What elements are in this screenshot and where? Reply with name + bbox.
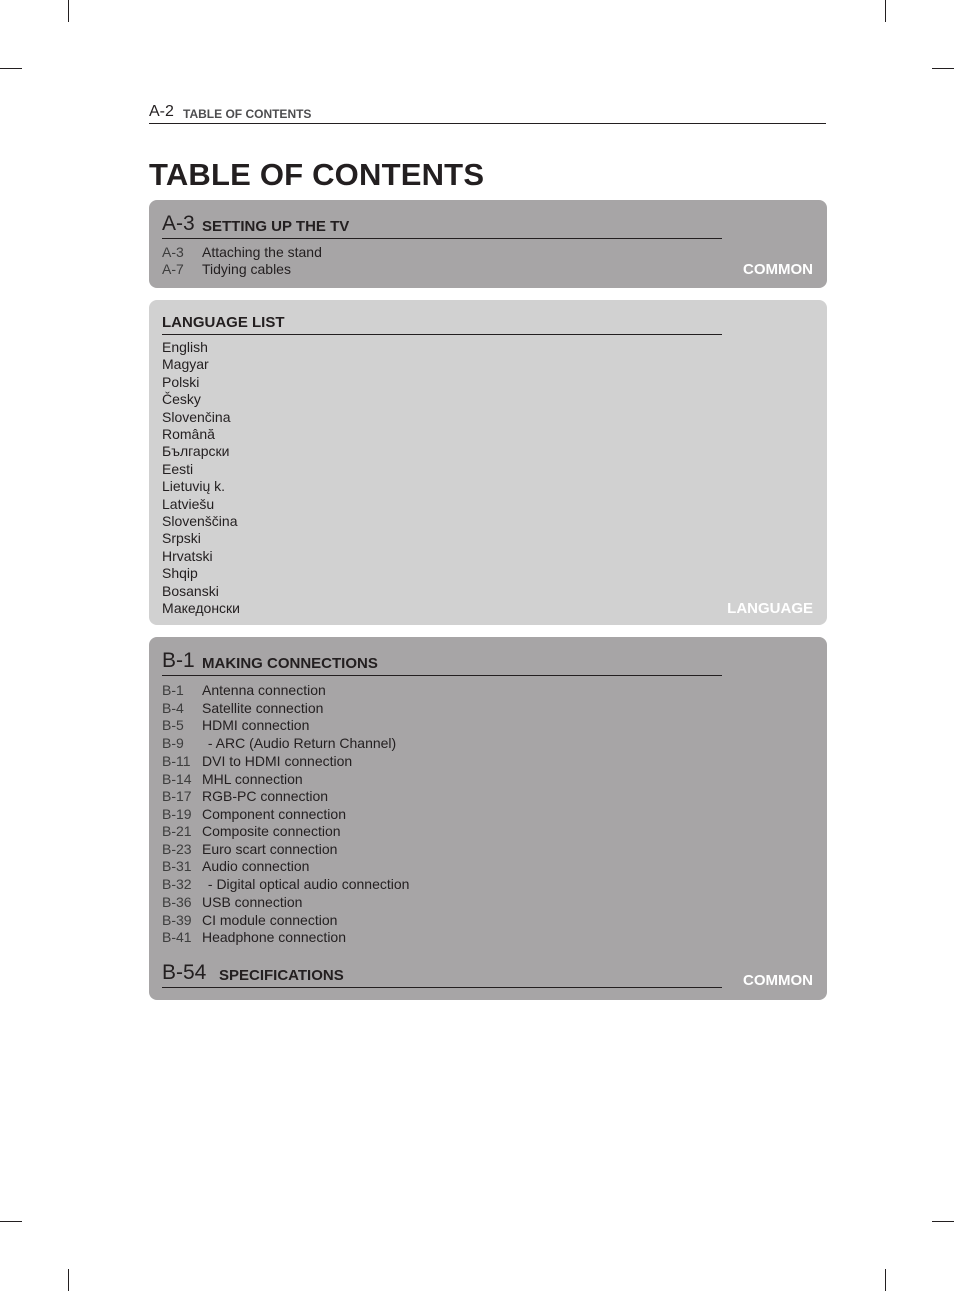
language-item[interactable]: Slovenščina [162,513,238,529]
toc-entry[interactable] [162,858,309,874]
language-item[interactable]: Română [162,426,215,442]
running-head-page: A-2 [149,103,174,120]
toc-entry[interactable] [162,929,346,945]
crop-mark [932,68,954,69]
language-item[interactable]: Polski [162,373,200,390]
toc-entry[interactable] [162,717,309,733]
section-heading [162,212,722,239]
toc-entry-label: USB connection [202,894,303,910]
section-title[interactable]: SPECIFICATIONS [219,967,344,984]
crop-mark [0,1221,22,1222]
toc-entry-page: B-32 [162,876,192,892]
section-tag: COMMON [743,972,813,989]
section-page-number[interactable]: B-54 [162,961,207,984]
language-item[interactable]: Latviešu [162,495,215,512]
toc-entry-label: - Digital optical audio connection [204,876,410,892]
crop-mark [68,1269,69,1291]
toc-entry-label: Satellite connection [202,699,324,716]
toc-entry[interactable] [162,700,323,716]
toc-entry[interactable] [162,841,337,857]
language-item[interactable]: Hrvatski [162,547,213,564]
toc-entry-page: B-31 [162,858,192,874]
running-head-title: TABLE OF CONTENTS [183,107,312,121]
language-item[interactable]: English [162,339,208,355]
language-item[interactable]: Lietuvių k. [162,478,226,495]
toc-entry-page: B-1 [162,682,184,698]
toc-entry-page: B-21 [162,823,192,839]
running-head [149,101,826,124]
toc-entry[interactable] [162,912,337,928]
language-item[interactable]: Bosanski [162,582,219,599]
toc-entry[interactable] [162,682,326,698]
toc-entry[interactable] [162,788,328,804]
toc-entry[interactable] [162,894,302,910]
toc-entry-label: Component connection [202,805,346,822]
section-tag: COMMON [743,261,813,278]
section-setup [149,200,827,288]
crop-mark [885,0,886,22]
language-item[interactable]: Shqip [162,565,198,582]
crop-mark [932,1221,954,1222]
section-heading-specifications [162,961,722,988]
section-title[interactable]: LANGUAGE LIST [162,314,285,331]
toc-entry-label: Composite connection [202,823,341,839]
toc-entry-page: A-3 [162,244,184,260]
toc-entry-page: B-19 [162,805,192,822]
language-item[interactable]: Slovenčina [162,408,231,425]
toc-entry-page: B-9 [162,735,184,751]
crop-mark [0,68,22,69]
language-item[interactable]: Македонски [162,600,240,616]
toc-entry-page: B-11 [162,753,191,769]
toc-entry-page: A-7 [162,261,184,277]
toc-entry-label: MHL connection [202,770,303,787]
toc-entry-label: Euro scart connection [202,840,338,857]
toc-entry-label: Attaching the stand [202,244,322,260]
toc-entry[interactable] [162,876,409,892]
section-language [149,300,827,625]
section-heading [162,649,722,676]
toc-entry-label: Audio connection [202,858,310,874]
section-title[interactable]: MAKING CONNECTIONS [202,655,378,672]
toc-entry-page: B-14 [162,770,192,787]
language-item[interactable]: Magyar [162,356,209,373]
language-item[interactable]: Srpski [162,530,201,547]
language-item[interactable]: Česky [162,391,201,408]
section-heading [162,308,722,335]
section-title[interactable]: SETTING UP THE TV [202,218,350,235]
crop-mark [68,0,69,22]
toc-entry-label: RGB-PC connection [202,788,329,804]
toc-entry[interactable] [162,823,341,839]
toc-entry-label: Antenna connection [202,682,326,698]
toc-entry[interactable] [162,261,291,277]
language-item[interactable]: Български [162,443,230,460]
toc-entry[interactable] [162,753,352,769]
toc-entry[interactable] [162,806,346,822]
toc-entry-label: Tidying cables [202,261,291,277]
toc-entry-page: B-17 [162,788,192,804]
toc-entry-label: HDMI connection [202,717,310,733]
section-tag: LANGUAGE [727,600,813,617]
toc-entry-page: B-39 [162,911,192,928]
toc-entry[interactable] [162,771,303,787]
toc-entry-label: - ARC (Audio Return Channel) [204,735,397,751]
section-page-number[interactable]: B-1 [162,649,195,672]
toc-entry-label: DVI to HDMI connection [202,753,353,769]
toc-entry-page: B-4 [162,699,184,716]
toc-entry-page: B-41 [162,929,192,945]
page-title: TABLE OF CONTENTS [149,157,485,192]
language-item[interactable]: Eesti [162,460,194,477]
toc-entry-page: B-23 [162,840,192,857]
toc-entry-page: B-36 [162,894,192,910]
toc-entry-label: Headphone connection [202,929,347,945]
toc-entry[interactable] [162,244,322,260]
toc-entry-label: CI module connection [202,911,338,928]
toc-entry[interactable] [162,735,396,751]
section-page-number[interactable]: A-3 [162,212,195,235]
crop-mark [885,1269,886,1291]
toc-entry-page: B-5 [162,717,184,733]
section-connections [149,637,827,1000]
